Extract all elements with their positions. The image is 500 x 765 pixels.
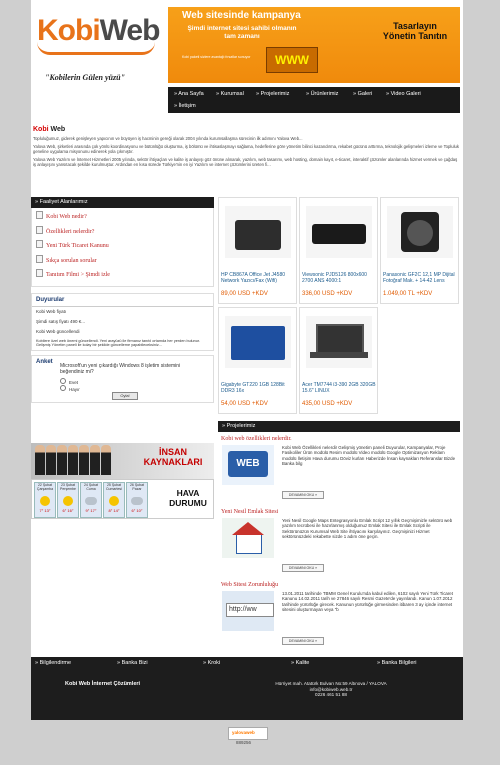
weather-day: 22 Şubat Çarşamba 7° 13° — [34, 482, 56, 518]
product-name[interactable]: Panasonic GF2C 12,1 MP Dijital Fotoğraf Mak. + 14-42 Lens — [383, 272, 455, 284]
slogan: "Kobilerin Gülen yüzü" — [45, 73, 126, 82]
sun-icon — [109, 496, 119, 506]
camera-image — [387, 206, 453, 258]
duyurular-box — [31, 293, 214, 352]
project-item — [218, 591, 460, 651]
graphics-card-image — [225, 316, 291, 368]
anket-title: Anket — [36, 359, 53, 366]
cloud-icon — [131, 497, 143, 505]
ik-text: İNSAN KAYNAKLARI — [143, 447, 203, 467]
product-price: 54,00 USD +KDV — [221, 401, 268, 407]
project-text: Yeni Nesil Google Maps Entegrasyonlu Emlak Script 12 yıllık Geçmişimizle sektörü web yazılım tecrübesi ile hazırlanmış olduğumuz Emlak Sitesi ile Emlak Scripti ile Sektörünüzün Kurumsal Web Site ihtiyacını karşılayınız. Geçmişinizi Hizmet sektörünüzdeki rekabette sizde 1 adım öne geçin. — [282, 518, 453, 540]
sun-icon — [63, 496, 73, 506]
weather-day: 24 Şubat Cuma 9° 17° — [80, 482, 102, 518]
weather-day: 26 Şubat Pazar 6° 10° — [126, 482, 148, 518]
page-container — [31, 0, 463, 720]
house-icon — [222, 518, 274, 558]
faaliyet-item[interactable]: Sıkça sorulan sorular — [36, 254, 209, 269]
nav-item-kurumsal[interactable]: » Kurumsal — [216, 91, 244, 97]
product-card[interactable] — [218, 197, 297, 304]
faaliyet-item[interactable]: Özellikleri nelerdir? — [36, 225, 209, 240]
web-project-image: WEB — [222, 445, 274, 485]
anket-question: Microsoft'un yeni çıkardığı Windows 8 işletim sistemini beğendiniz mi? — [60, 363, 181, 375]
product-card[interactable] — [218, 307, 297, 414]
footer-link[interactable]: » Kalite — [291, 660, 310, 666]
nav-item-urunlerimiz[interactable]: » Ürünlerimiz — [306, 91, 339, 97]
banner-title: Web sitesinde kampanya — [182, 10, 301, 21]
project-title[interactable]: Web Sitesi Zorunluluğu — [221, 582, 279, 588]
faaliyet-item[interactable]: Kobi Web nedir? — [36, 210, 209, 225]
product-name[interactable]: Viewsonic PJD5126 800x600 2700 ANS 4000:1 — [302, 272, 367, 284]
intro-paragraph-2: Yalova Web, şirketleri arasında çok yönlü koordinasyonu ve bütünlüğü oluşturma, iş bölümü ve ihtisaslaşmayı sağlama, hedeflerine göre yönetim bilinci kazandırma, rekabet gücünü arttırma, teknolojik gelişmeleri izleme ve Topluluk geneline uygulama misyonunu edinerek yola çıkmıştır. — [33, 144, 459, 154]
insan-kaynaklari-banner[interactable] — [31, 443, 214, 483]
footer-address: Hürriyet mah. Atatürk Bulvarı No:59 Altınova / YALOVA — [275, 681, 387, 686]
browser-url-image: http://ww — [222, 591, 274, 631]
faaliyet-list — [31, 208, 214, 287]
document-icon — [36, 211, 43, 219]
project-title[interactable]: Kobi web özellikleri nelerdir. — [221, 436, 292, 442]
nav-item-galeri[interactable]: » Galeri — [353, 91, 373, 97]
footer-link[interactable]: » Banka Bizi — [117, 660, 148, 666]
sun-icon — [40, 496, 50, 506]
document-icon — [36, 240, 43, 248]
product-card[interactable] — [299, 307, 378, 414]
banner-subtitle: Şimdi internet sitesi sahibi olmanın tam zamanı — [187, 25, 297, 40]
banner-small-text: Kobi paketi sizlere avantajlı fırsatlar sunuyor — [182, 55, 251, 59]
product-price: 435,00 USD +KDV — [302, 401, 353, 407]
nav-item-ana-sayfa[interactable]: » Ana Sayfa — [174, 91, 204, 97]
footer-link[interactable]: » Bilgilendirme — [35, 660, 72, 666]
project-text: 13.01.2011 tarihinde TBMM Genel Kurulu'nda kabul edilen, 6102 sayılı Yeni Türk Ticaret Kanunu 14.02.2011 tarih ve 27846 sayılı Resmi Gazete'de yayınlandı. Kanun 1.07.2012 tarihinde yürürlüğe girecek. Kanunun yürürlüğe girmesinden itibaren 3 ay içinde internet sitesini oluşturmayan veya "b — [282, 591, 453, 613]
footer-contact — [251, 681, 411, 698]
footer-link[interactable]: » Kroki — [203, 660, 221, 666]
hava-durumu-widget — [31, 479, 214, 519]
intro-paragraph-1: Topluluğumuz, giderek genişleyen yapıcının ve büyüyen iş hacminin gereği olarak 2004 yılında kurumsallaşma sürecinin ilk adımını Yalova Web... — [33, 136, 303, 141]
logo-part2: Web — [99, 14, 160, 47]
read-more-button[interactable]: DEVAMINI OKU » — [282, 637, 324, 645]
duyuru-title[interactable]: Kobi Web fiyatı — [36, 308, 67, 314]
project-title[interactable]: Yeni Nesil Emlak Sitesi — [221, 509, 279, 515]
product-name[interactable]: Acer TM7744 i3-390 2GB 320GB 15.6" LINUX — [302, 382, 376, 394]
product-name[interactable]: HP CB867A Office Jet J4580 Network Yazıcı/Fax (Wifi) — [221, 272, 286, 284]
faaliyet-header: » Faaliyet Alanlarımız — [31, 197, 214, 208]
radio-button[interactable] — [60, 385, 66, 391]
duyuru-text: Şimdi satış fiyatı 490 €... — [36, 318, 86, 324]
cloud-icon — [85, 497, 97, 505]
product-price: 89,00 USD +KDV — [221, 291, 268, 297]
yalovaweb-badge[interactable]: yalovaweb — [228, 727, 268, 740]
vote-button[interactable]: Oyla! — [112, 392, 138, 400]
footer-link[interactable]: » Banka Bilgileri — [377, 660, 417, 666]
printer-image — [225, 206, 291, 258]
www-sign: WWW — [266, 47, 318, 73]
read-more-button[interactable]: DEVAMINI OKU » — [282, 491, 324, 499]
footer-phone: 0226 461 51 88 — [315, 692, 347, 698]
people-illustration — [35, 445, 129, 481]
projelerimiz-section — [218, 421, 460, 651]
kobiweb-logo[interactable] — [37, 14, 167, 55]
project-item — [218, 518, 460, 578]
project-item — [218, 445, 460, 505]
product-card[interactable] — [299, 197, 378, 304]
banner-right-text: Tasarlayın Yönetin Tanıtın — [382, 21, 448, 41]
laptop-image — [306, 316, 372, 368]
nav-item-video-galeri[interactable]: » Video Galeri — [386, 91, 421, 97]
hava-durumu-label: HAVA DURUMU — [169, 488, 207, 508]
faaliyet-item[interactable]: Tanıtım Filmi > Şimdi izle — [36, 268, 209, 283]
projelerimiz-header: » Projelerimiz — [218, 421, 460, 432]
product-price: 336,00 USD +KDV — [302, 291, 353, 297]
visitor-counter: 889256 — [236, 740, 252, 745]
project-text: Kobi Web Özellikleri nelerdir Gelişmiş yönetim paneli Duyurular, Kampanyalar, Proje Fasikoliler Ürün modülü Resim modülü Video modülü Google Optimizasyon Reklam modülü İletişim Hava durumu Döviz kurları Haberizde İnsan kaynakları Referanslar Bizde Banka bilg — [282, 445, 456, 467]
duyurular-title: Duyurular — [32, 294, 213, 307]
radio-button[interactable] — [60, 378, 66, 384]
footer-email[interactable]: info@kobiweb.web.tr — [309, 686, 353, 692]
product-name[interactable]: Gigabyte GT220 1GB 128Bit DDR3 16x — [221, 382, 285, 394]
nav-item-projelerimiz[interactable]: » Projelerimiz — [256, 91, 290, 97]
document-icon — [36, 226, 43, 234]
footer — [31, 657, 463, 720]
main-nav — [168, 87, 460, 113]
product-card[interactable] — [380, 197, 459, 304]
header — [31, 0, 463, 117]
left-column — [31, 197, 214, 403]
document-icon — [36, 269, 43, 277]
product-price: 1.049,00 TL +KDV — [383, 291, 433, 297]
nav-item-iletisim[interactable]: » İletişim — [174, 103, 196, 109]
faaliyet-item[interactable]: Yeni Türk Ticaret Kanunu — [36, 239, 209, 254]
anket-box — [31, 355, 214, 403]
footer-company: Kobi Web İnternet Çözümleri — [65, 681, 141, 687]
read-more-button[interactable]: DEVAMINI OKU » — [282, 564, 324, 572]
duyuru-title[interactable]: Kobi Web güncellendi — [36, 328, 80, 334]
campaign-banner[interactable] — [168, 7, 460, 83]
intro-paragraph-3: Yalova Web Yazılım ve İnternet Hizmetleri 2005 yılında, sektör ihtiyaçları ve kalite iş anlayışı göz önüne alınarak, yazılım, web tasarımı, web hosting, domain kayıt, e-ticaret, interaktif çözümler alanlarında hizmet vermek ve çağdaş iş anlayışını yansıtacak şekilde kurulmuştur. Ardından en kısa sürede Türkiye'nin en iyi Yazılım ve internet çözümlerini üreten fi... — [33, 157, 458, 167]
intro-section — [31, 126, 461, 170]
duyuru-text: Kobilere özel web önemi güncellendi. Yeni arayüzü ile firmanız tanıtıl ortamda her yerden bulunur. Gelişmiş Yönetim paneli ile kolay bir şekilde güncelleme yapabileceksiniz... — [36, 338, 200, 348]
logo-part1: Kobi — [37, 14, 100, 47]
weather-day: 23 Şubat Perşembe 6° 16° — [57, 482, 79, 518]
anket-option-hayir[interactable]: Hayır — [60, 385, 80, 392]
document-icon — [36, 255, 43, 263]
intro-title: Kobi Web — [33, 126, 66, 133]
anket-option-evet[interactable]: Evet — [60, 378, 78, 385]
projector-image — [306, 206, 372, 258]
weather-day: 25 Şubat Cumartesi 8° 14° — [103, 482, 125, 518]
